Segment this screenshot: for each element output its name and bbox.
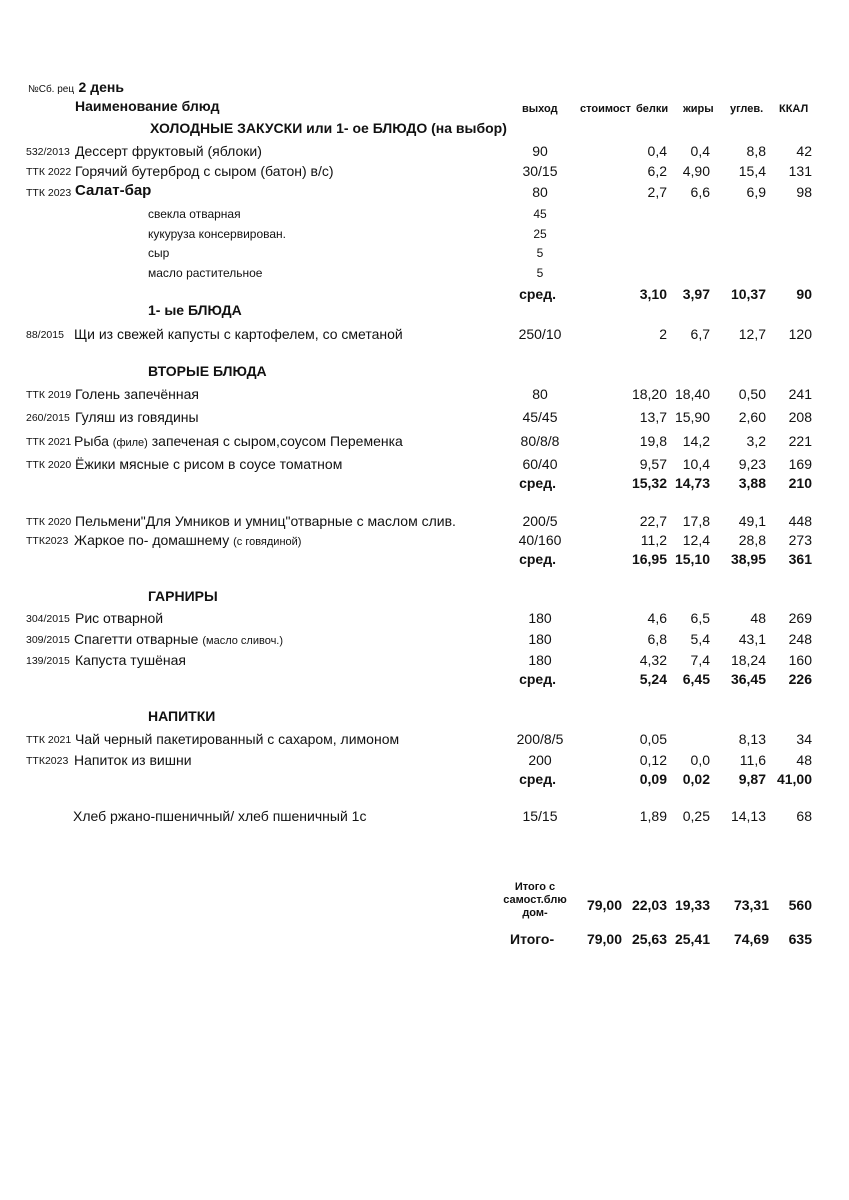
kcal-value: 98 <box>796 184 812 200</box>
column-carbs: углев. <box>730 103 764 115</box>
protein-value: 2 <box>659 326 667 342</box>
dish-name: Хлеб ржано-пшеничный/ хлеб пшеничный 1с <box>73 808 367 824</box>
protein-value: 4,32 <box>639 652 667 668</box>
day-label: 2 день <box>78 79 124 95</box>
fat-value: 3,97 <box>682 286 710 302</box>
protein-value: 3,10 <box>639 286 667 302</box>
total1-cost: 79,00 <box>586 897 622 913</box>
total-label-line: Итого с <box>514 881 556 893</box>
recipe-code: 532/2013 <box>26 146 70 158</box>
recipe-code: ТТК 2022 <box>26 166 72 178</box>
carbs-value: 43,1 <box>738 631 766 647</box>
carbs-value: 6,9 <box>746 184 766 200</box>
kcal-value: 248 <box>788 631 812 647</box>
ingredient-name: масло растительное <box>148 266 263 280</box>
dish-name: Ёжики мясные с рисом в соусе томатном <box>75 456 343 472</box>
column-protein: белки <box>636 103 669 115</box>
carbs-value: 3,2 <box>746 433 766 449</box>
recipe-code: 304/2015 <box>26 613 70 625</box>
kcal-value: 34 <box>796 731 812 747</box>
column-name: Наименование блюд <box>75 98 220 114</box>
average-label: сред. <box>519 671 556 687</box>
total1-fat: 19,33 <box>674 897 710 913</box>
carbs-value: 9,87 <box>738 771 766 787</box>
carbs-value: 2,60 <box>738 409 766 425</box>
kcal-value: 241 <box>788 386 812 402</box>
dish-name: Салат-бар <box>75 182 152 199</box>
fat-value: 7,4 <box>690 652 710 668</box>
dish-name: Напиток из вишни <box>74 752 192 768</box>
protein-value: 9,57 <box>639 456 667 472</box>
yield-value: 200 <box>528 752 552 768</box>
kcal-value: 120 <box>788 326 812 342</box>
recipe-code: ТТК 2019 <box>26 389 72 401</box>
yield-value: 80 <box>532 386 548 402</box>
protein-value: 0,05 <box>639 731 667 747</box>
carbs-value: 8,13 <box>738 731 766 747</box>
dish-name: Рис отварной <box>75 610 164 626</box>
total2-protein: 25,63 <box>631 931 667 947</box>
total1-protein: 22,03 <box>631 897 667 913</box>
kcal-value: 226 <box>788 671 812 687</box>
carbs-value: 38,95 <box>730 551 766 567</box>
protein-value: 11,2 <box>640 532 667 548</box>
carbs-value: 11,6 <box>739 752 766 768</box>
recipe-code: ТТК 2023 <box>26 187 72 199</box>
dish-name <box>74 532 301 548</box>
fat-value: 15,90 <box>674 409 710 425</box>
yield-value: 180 <box>528 631 552 647</box>
protein-value: 2,7 <box>647 184 667 200</box>
kcal-value: 169 <box>788 456 812 472</box>
column-kcal: ККАЛ <box>779 103 809 115</box>
total-label-line: самост.блю <box>503 894 567 906</box>
carbs-value: 18,24 <box>730 652 766 668</box>
ingredient-name: кукуруза консервирован. <box>148 227 287 241</box>
kcal-value: 42 <box>796 143 812 159</box>
dish-name-part: Спагетти отварные <box>74 631 203 647</box>
protein-value: 15,32 <box>631 475 667 491</box>
section-second-courses: ВТОРЫЕ БЛЮДА <box>148 363 267 379</box>
recipe-code: ТТК 2021 <box>26 436 72 448</box>
recipe-code: 309/2015 <box>26 634 70 646</box>
code-column-label: №Сб. рец <box>28 84 75 95</box>
column-fat: жиры <box>683 103 714 115</box>
dish-name-note: (с говядиной) <box>233 536 302 548</box>
kcal-value: 131 <box>788 163 812 179</box>
total2-fat: 25,41 <box>674 931 710 947</box>
protein-value: 19,8 <box>639 433 667 449</box>
yield-value: 250/10 <box>518 326 562 342</box>
total-label-overall: Итого- <box>510 931 555 947</box>
fat-value: 15,10 <box>674 551 710 567</box>
yield-value: 45/45 <box>522 409 558 425</box>
yield-value: 180 <box>528 610 552 626</box>
dish-name-note: (масло сливоч.) <box>202 635 284 647</box>
dish-name: Дессерт фруктовый (яблоки) <box>75 143 262 159</box>
protein-value: 16,95 <box>631 551 667 567</box>
recipe-code: ТТК 2020 <box>26 516 72 528</box>
carbs-value: 10,37 <box>730 286 766 302</box>
kcal-value: 208 <box>788 409 812 425</box>
protein-value: 0,09 <box>639 771 667 787</box>
yield-value: 5 <box>536 246 544 260</box>
recipe-code: ТТК 2020 <box>26 459 72 471</box>
protein-value: 0,12 <box>639 752 667 768</box>
kcal-value: 273 <box>788 532 812 548</box>
yield-value: 200/5 <box>522 513 558 529</box>
yield-value: 5 <box>536 266 544 280</box>
fat-value: 6,7 <box>690 326 710 342</box>
page-header <box>28 79 124 97</box>
total-label-with-dishes <box>498 881 572 920</box>
yield-value: 60/40 <box>522 456 558 472</box>
carbs-value: 0,50 <box>738 386 766 402</box>
protein-value: 22,7 <box>639 513 667 529</box>
average-label: сред. <box>519 551 556 567</box>
kcal-value: 210 <box>788 475 812 491</box>
dish-name: Гуляш из говядины <box>75 409 199 425</box>
fat-value: 18,40 <box>674 386 710 402</box>
recipe-code: 88/2015 <box>26 329 64 341</box>
fat-value: 5,4 <box>690 631 710 647</box>
dish-name <box>74 631 283 647</box>
carbs-value: 9,23 <box>738 456 766 472</box>
yield-value: 15/15 <box>522 808 558 824</box>
dish-name-part: Жаркое по- домашнему <box>74 532 234 548</box>
yield-value: 45 <box>533 207 547 221</box>
carbs-value: 8,8 <box>746 143 766 159</box>
fat-value: 10,4 <box>682 456 710 472</box>
kcal-value: 269 <box>788 610 812 626</box>
dish-name-note: (филе) <box>112 437 148 449</box>
dish-name: Капуста тушёная <box>75 652 186 668</box>
yield-value: 30/15 <box>522 163 558 179</box>
fat-value: 6,45 <box>682 671 710 687</box>
section-cold-appetizers: ХОЛОДНЫЕ ЗАКУСКИ или 1- ое БЛЮДО (на выбор) <box>150 120 507 136</box>
column-cost: стоимост <box>580 103 631 115</box>
total2-cost: 79,00 <box>586 931 622 947</box>
fat-value: 14,2 <box>682 433 710 449</box>
recipe-code: 260/2015 <box>26 412 70 424</box>
yield-value: 90 <box>532 143 548 159</box>
fat-value: 0,25 <box>682 808 710 824</box>
kcal-value: 68 <box>796 808 812 824</box>
protein-value: 13,7 <box>639 409 667 425</box>
yield-value: 40/160 <box>518 532 562 548</box>
recipe-code: 139/2015 <box>26 655 70 667</box>
ingredient-name: свекла отварная <box>148 207 241 221</box>
protein-value: 6,8 <box>647 631 667 647</box>
dish-name: Горячий бутерброд с сыром (батон) в/с) <box>75 163 334 179</box>
fat-value: 17,8 <box>682 513 710 529</box>
dish-name <box>74 433 403 449</box>
carbs-value: 14,13 <box>730 808 766 824</box>
kcal-value: 361 <box>788 551 812 567</box>
dish-name-part: Рыба <box>74 433 113 449</box>
average-label: сред. <box>519 771 556 787</box>
kcal-value: 160 <box>788 652 812 668</box>
carbs-value: 48 <box>750 610 766 626</box>
total1-kcal: 560 <box>788 897 812 913</box>
recipe-code: ТТК2023 <box>26 535 69 547</box>
carbs-value: 15,4 <box>738 163 766 179</box>
carbs-value: 28,8 <box>738 532 766 548</box>
dish-name: Голень запечённая <box>75 386 200 402</box>
yield-value: 180 <box>528 652 552 668</box>
fat-value: 6,5 <box>690 610 710 626</box>
total1-carbs: 73,31 <box>733 897 769 913</box>
fat-value: 0,4 <box>690 143 710 159</box>
dish-name-part: запеченая с сыром,соусом Переменка <box>147 433 403 449</box>
average-label: сред. <box>519 475 556 491</box>
kcal-value: 90 <box>796 286 812 302</box>
total2-kcal: 635 <box>788 931 812 947</box>
kcal-value: 448 <box>788 513 812 529</box>
average-label: сред. <box>519 286 556 302</box>
column-yield: выход <box>522 103 558 115</box>
kcal-value: 221 <box>788 433 812 449</box>
fat-value: 14,73 <box>674 475 710 491</box>
recipe-code: ТТК2023 <box>26 755 69 767</box>
carbs-value: 36,45 <box>730 671 766 687</box>
total2-carbs: 74,69 <box>733 931 769 947</box>
dish-name: Чай черный пакетированный с сахаром, лимоном <box>75 731 400 747</box>
section-garnish: ГАРНИРЫ <box>148 588 218 604</box>
protein-value: 4,6 <box>647 610 667 626</box>
ingredient-name: сыр <box>148 246 170 260</box>
recipe-code: ТТК 2021 <box>26 734 72 746</box>
yield-value: 25 <box>533 227 547 241</box>
carbs-value: 12,7 <box>738 326 766 342</box>
kcal-value: 48 <box>796 752 812 768</box>
fat-value: 4,90 <box>682 163 710 179</box>
section-drinks: НАПИТКИ <box>148 708 216 724</box>
yield-value: 200/8/5 <box>516 731 564 747</box>
section-first-courses: 1- ые БЛЮДА <box>148 302 242 318</box>
protein-value: 18,20 <box>631 386 667 402</box>
fat-value: 0,02 <box>682 771 710 787</box>
carbs-value: 49,1 <box>738 513 766 529</box>
yield-value: 80/8/8 <box>520 433 560 449</box>
yield-value: 80 <box>532 184 548 200</box>
fat-value: 0,0 <box>690 752 710 768</box>
kcal-value: 41,00 <box>776 771 812 787</box>
protein-value: 1,89 <box>639 808 667 824</box>
fat-value: 12,4 <box>682 532 710 548</box>
total-label-line: дом- <box>522 907 548 919</box>
dish-name: Пельмени"Для Умников и умниц"отварные с маслом слив. <box>75 513 456 529</box>
carbs-value: 3,88 <box>738 475 766 491</box>
dish-name: Щи из свежей капусты с картофелем, со сметаной <box>74 326 403 342</box>
fat-value: 6,6 <box>690 184 710 200</box>
protein-value: 0,4 <box>647 143 667 159</box>
protein-value: 5,24 <box>639 671 667 687</box>
protein-value: 6,2 <box>647 163 667 179</box>
